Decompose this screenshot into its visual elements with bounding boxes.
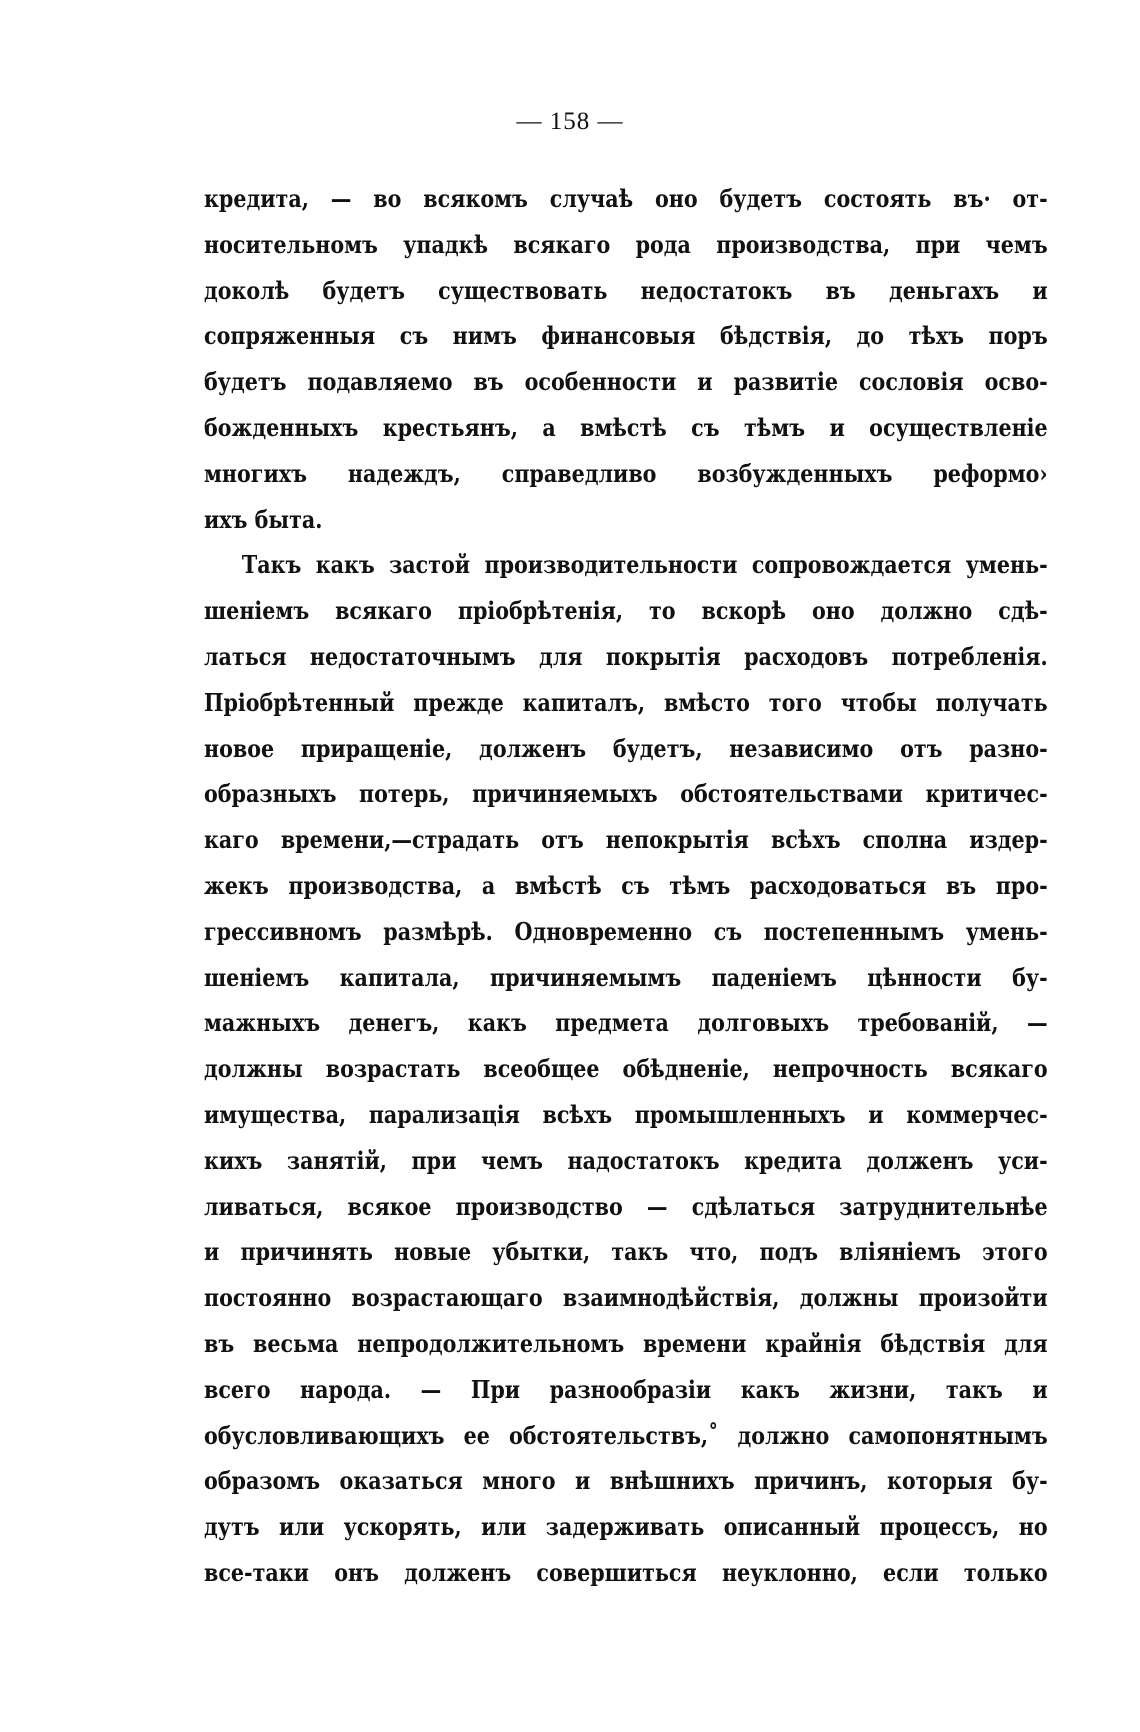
text-line: образныхъ потерь, причиняемыхъ обстоятельствами критичес- bbox=[204, 779, 1048, 809]
text-line: кихъ занятій, при чемъ надостатокъ кредита долженъ уси- bbox=[204, 1145, 1048, 1175]
text-column bbox=[204, 176, 1048, 1596]
text-line: образомъ оказаться много и внѣшнихъ причинъ, которыя бу- bbox=[204, 1466, 1048, 1496]
text-line: все-таки онъ долженъ совершиться неуклонно, если только bbox=[204, 1557, 1048, 1587]
text-line: ливаться, всякое производство — сдѣлаться затруднительнѣе bbox=[204, 1191, 1048, 1221]
text-line: сопряженныя съ нимъ финансовыя бѣдствія, до тѣхъ поръ bbox=[204, 321, 1048, 351]
text-line: латься недостаточнымъ для покрытія расходовъ потребленія. bbox=[204, 641, 1048, 671]
text-line: божденныхъ крестьянъ, а вмѣстѣ съ тѣмъ и осуществленіе bbox=[204, 412, 1048, 442]
text-line: дутъ или ускорять, или задерживать описанный процессъ, но bbox=[204, 1512, 1048, 1542]
text-line: Такъ какъ застой производительности сопровождается умень- bbox=[241, 550, 1048, 580]
text-body bbox=[204, 176, 1048, 1596]
text-line: всего народа. — При разнообразіи какъ жизни, такъ и bbox=[204, 1374, 1048, 1404]
paragraph-2 bbox=[204, 542, 1048, 1595]
page-number: — 158 — bbox=[516, 108, 624, 135]
text-line: жекъ производства, а вмѣстѣ съ тѣмъ расходоваться въ про- bbox=[204, 870, 1048, 900]
text-line: постоянно возрастающаго взаимнодѣйствія, должны произойти bbox=[204, 1283, 1048, 1313]
text-line: ихъ быта. bbox=[204, 504, 323, 534]
text-line: доколѣ будетъ существовать недостатокъ въ деньгахъ и bbox=[204, 275, 1048, 305]
text-line: Пріобрѣтенный прежде капиталъ, вмѣсто того чтобы получать bbox=[204, 687, 1048, 717]
text-line: каго времени,—страдать отъ непокрытія всѣхъ сполна издер- bbox=[204, 825, 1048, 855]
text-line: носительномъ упадкѣ всякаго рода производства, при чемъ bbox=[204, 229, 1048, 259]
text-line: новое приращеніе, долженъ будетъ, независимо отъ разно- bbox=[204, 733, 1048, 763]
text-line: шеніемъ всякаго пріобрѣтенія, то вскорѣ оно должно сдѣ- bbox=[204, 596, 1048, 626]
text-line: грессивномъ размѣрѣ. Одновременно съ постепеннымъ умень- bbox=[204, 916, 1048, 946]
text-line: многихъ надеждъ, справедливо возбужденныхъ реформо› bbox=[204, 458, 1048, 488]
text-line: должны возрастать всеобщее обѣдненіе, непрочность всякаго bbox=[204, 1054, 1048, 1084]
text-line: шеніемъ капитала, причиняемымъ паденіемъ цѣнности бу- bbox=[204, 962, 1048, 992]
text-line: и причинять новые убытки, такъ что, подъ вліяніемъ этого bbox=[204, 1237, 1048, 1267]
text-line: будетъ подавляемо въ особенности и развитіе сословія осво- bbox=[204, 367, 1048, 397]
text-line: мажныхъ денегъ, какъ предмета долговыхъ требованій, — bbox=[204, 1008, 1048, 1038]
paragraph-1 bbox=[204, 176, 1048, 542]
text-line: обусловливающихъ ее обстоятельствъ,˚ должно самопонятнымъ bbox=[204, 1420, 1048, 1450]
text-line: въ весьма непродолжительномъ времени крайнія бѣдствія для bbox=[204, 1328, 1048, 1358]
text-line: имущества, парализація всѣхъ промышленныхъ и коммерчес- bbox=[204, 1099, 1048, 1129]
text-line: кредита, — во всякомъ случаѣ оно будетъ состоять въ· от- bbox=[204, 184, 1048, 213]
